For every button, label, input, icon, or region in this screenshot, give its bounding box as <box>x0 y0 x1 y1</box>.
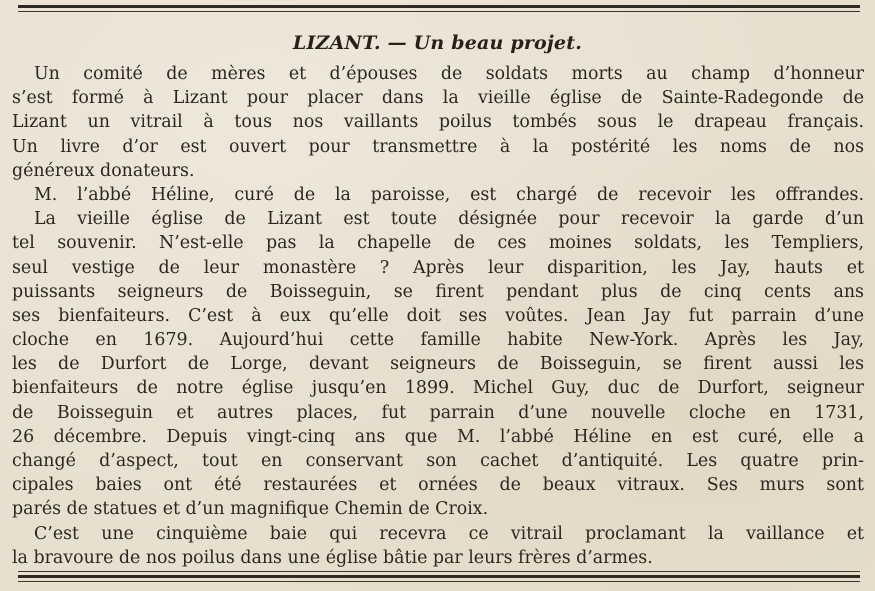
article-line: bienfaiteurs de notre église jusqu’en 1899. Michel Guy, duc de Durfort, seigneur <box>12 378 864 399</box>
bottom-rule-thin-line <box>18 571 860 572</box>
article-line: s’est formé à Lizant pour placer dans la vieille église de Sainte-Radegonde de <box>12 88 864 109</box>
article-line: M. l’abbé Héline, curé de la paroisse, est chargé de recevoir les offrandes. <box>34 184 864 205</box>
article-line: Un comité de mères et d’épouses de soldats morts au champ d’honneur <box>34 64 864 84</box>
article-line: les de Durfort de Lorge, devant seigneurs de Boisseguin, se firent aussi les <box>12 354 864 375</box>
article-line: changé d’aspect, tout en conservant son cachet d’antiquité. Les quatre prin- <box>12 451 864 471</box>
article-line: C’est une cinquième baie qui recevra ce vitrail proclamant la vaillance et <box>34 523 864 544</box>
article-line: seul vestige de leur monastère ? Après leur disparition, les Jay, hauts et <box>12 257 864 278</box>
bottom-double-rule <box>18 571 860 581</box>
top-double-rule <box>18 5 860 15</box>
article-line: Lizant un vitrail à tous nos vaillants poilus tombés sous le drapeau français. <box>12 112 864 133</box>
top-rule-thick-line <box>18 5 860 8</box>
article-line: tel souvenir. N’est-elle pas la chapelle de ces moines soldats, les Templiers, <box>12 233 864 254</box>
article-line: ses bienfaiteurs. C’est à eux qu’elle doit ses voûtes. Jean Jay fut parrain d’une <box>12 305 864 326</box>
article-title: LIZANT. — Un beau projet. <box>292 32 583 54</box>
article-line: généreux donateurs. <box>12 160 195 181</box>
article-line: puissants seigneurs de Boisseguin, se firent pendant plus de cinq cents ans <box>12 281 864 302</box>
bottom-rule-thin-line-lower <box>18 581 860 582</box>
bottom-rule-thick-line <box>18 575 860 578</box>
article-line: parés de statues et d’un magnifique Chemin de Croix. <box>12 499 489 520</box>
article-line: Un livre d’or est ouvert pour transmettre à la postérité les noms de nos <box>12 136 864 157</box>
article-line: La vieille église de Lizant est toute désignée pour recevoir la garde d’un <box>34 209 864 230</box>
article-body <box>12 62 864 570</box>
article-line: cipales baies ont été restaurées et ornées de beaux vitraux. Ses murs sont <box>12 475 864 496</box>
article-line: de Boisseguin et autres places, fut parrain d’une nouvelle cloche en 1731, <box>12 402 864 423</box>
article-line: 26 décembre. Depuis vingt-cinq ans que M. l’abbé Héline en est curé, elle a <box>12 426 864 447</box>
article-line: la bravoure de nos poilus dans une église bâtie par leurs frères d’armes. <box>12 547 653 568</box>
article-line: cloche en 1679. Aujourd’hui cette famille habite New-York. Après les Jay, <box>12 330 864 351</box>
top-rule-thin-line <box>18 11 860 12</box>
